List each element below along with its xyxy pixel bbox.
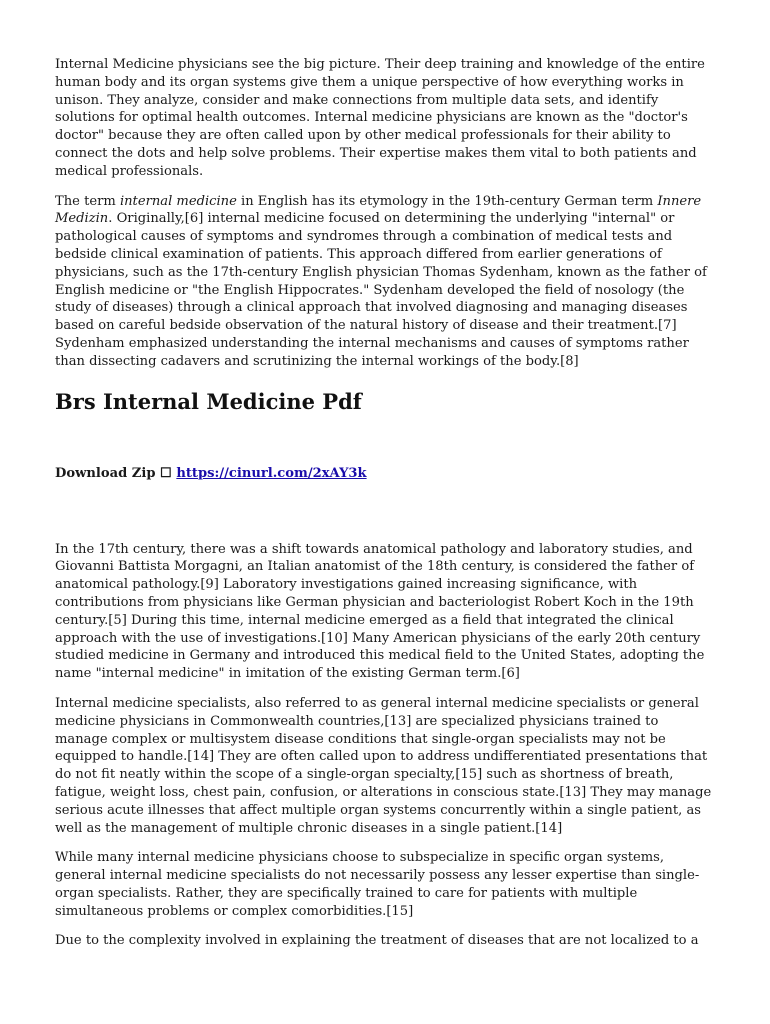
page-title: Brs Internal Medicine Pdf — [55, 388, 362, 414]
download-line — [55, 465, 715, 483]
download-label: Download Zip ☐ — [55, 465, 177, 481]
etymology-paragraph — [55, 193, 715, 371]
history-paragraph: In the 17th century, there was a shift towards anatomical pathology and laboratory studies, and Giovanni Battista Morgagni, an Italian anatomist of the 18th century, is considered the father of anatomical pathology.[9] Laboratory investigations gained increasing significance, with contributions from physicians like German physician and bacteriologist Robert Koch in the 19th century.[5] During this time, internal medicine emerged as a field that integrated the clinical approach with the use of investigations.[10] Many American physicians of the early 20th century studied medicine in Germany and introduced this medical field to the United States, adopting the name "internal medicine" in imitation of the existing German term.[6] — [55, 541, 705, 682]
spacer — [55, 483, 715, 541]
complexity-paragraph: Due to the complexity involved in explaining the treatment of diseases that are not localized to a — [55, 933, 699, 949]
etymology-text-post: . Originally,[6] internal medicine focused on determining the underlying "internal" or pathological causes of symptoms and syndromes through a combination of medical tests and bedside clinical examination of patients. This approach differed from earlier generations of physicians, such as the 17th-century English physician Thomas Sydenham, known as the father of English medicine or "the English Hippocrates." Sydenham developed the field of nosology (the study of diseases) through a clinical approach that involved diagnosing and managing diseases based on careful bedside observation of the natural history of disease and their treatment.[7] Sydenham emphasized understanding the internal mechanisms and causes of symptoms rather than dissecting cadavers and scrutinizing the internal workings of the body.[8] — [55, 211, 707, 369]
etymology-text-pre: The term — [55, 193, 120, 209]
intro-paragraph: Internal Medicine physicians see the big picture. Their deep training and knowledge of the entire human body and its organ systems give them a unique perspective of how everything works in unison. They analyze, consider and make connections from multiple data sets, and identify solutions for optimal health outcomes. Internal medicine physicians are known as the "doctor's doctor" because they are often called upon by other medical professionals for their ability to connect the dots and help solve problems. Their expertise makes them vital to both patients and medical professionals. — [55, 57, 705, 179]
specialists-paragraph: Internal medicine specialists, also referred to as general internal medicine specialists or general medicine physicians in Commonwealth countries,[13] are specialized physicians trained to manage complex or multisystem disease conditions that single-organ specialists may not be equipped to handle.[14] They are often called upon to address undifferentiated presentations that do not fit neatly within the scope of a single-organ specialty,[15] such as shortness of breath, fatigue, weight loss, chest pain, confusion, or alterations in conscious state.[13] They may manage serious acute illnesses that affect multiple organ systems concurrently within a single patient, as well as the management of multiple chronic diseases in a single patient.[14] — [55, 695, 712, 836]
etymology-text-mid: in English has its etymology in the 19th-century German term — [236, 193, 658, 209]
subspecialize-paragraph: While many internal medicine physicians choose to subspecialize in specific organ systems, general internal medicine specialists do not necessarily possess any lesser expertise than single-organ specialists. Rather, they are specifically trained to care for patients with multiple simultaneous problems or complex comorbidities.[15] — [55, 850, 700, 919]
etymology-term-innere-medizin: Innere Medizin — [55, 193, 702, 227]
download-link[interactable]: https://cinurl.com/2xAY3k — [176, 465, 367, 481]
etymology-term-internal-medicine: internal medicine — [119, 193, 237, 209]
